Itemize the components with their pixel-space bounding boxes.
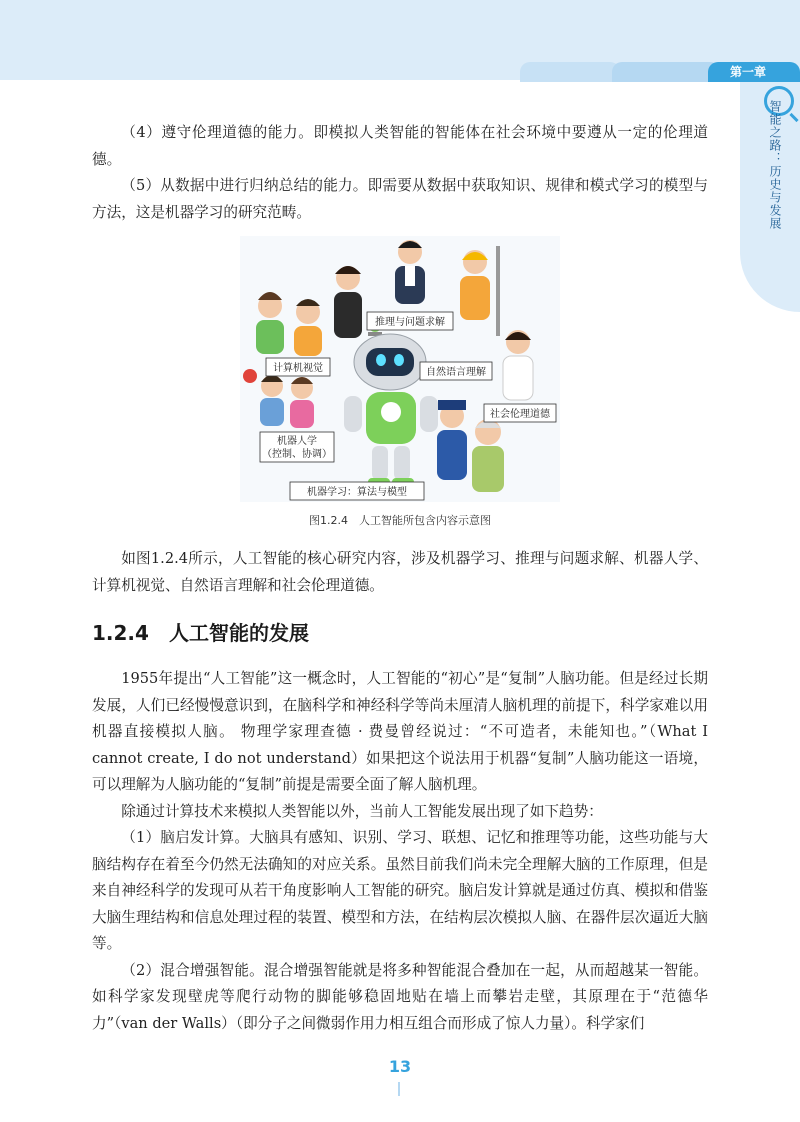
label-robotics-text: 机器人学 [277,436,317,447]
paragraph: （4）遵守伦理道德的能力。即模拟人类智能的智能体在社会环境中要遵从一定的伦理道德。 [92,124,708,168]
person-figure [503,330,533,400]
paragraph: （5）从数据中进行归纳总结的能力。即需要从数据中获取知识、规律和模式学习的模型与方法，这是机器学习的研究范畴。 [92,177,708,221]
header-tab-decor [612,62,720,82]
label-robotics [260,432,334,462]
person-figure [395,240,425,304]
page-number: 13 [388,1057,412,1076]
label-reasoning [367,312,453,330]
label-vision-text: 计算机视觉 [273,363,323,374]
chapter-label: 第一章 [729,65,766,79]
label-vision [266,358,330,376]
label-ethics [484,404,556,422]
label-nlp [420,362,492,380]
person-figure [472,419,504,492]
section-heading: 1.2.4 人工智能的发展 [92,621,309,645]
page-number-tick [398,1082,400,1096]
label-robotics-subtext: （控制、协调） [262,449,332,460]
paragraph: 除通过计算技术来模拟人类智能以外，当前人工智能发展出现了如下趋势： [121,802,603,820]
figure [92,236,708,528]
page-content [92,120,708,1037]
paragraph: （2）混合增强智能。混合增强智能就是将多种智能混合叠加在一起，从而超越某一智能。如科学家发现壁虎等爬行动物的脚能够稳固地贴在墙上而攀岩走壁，其原理在于“范德华力”（van der Walls）（即分子之间微弱作用力相互组合而形成了惊人力量）。科学家们 [92,961,708,1032]
person-figure [290,377,314,428]
person-figure [256,292,284,354]
person-figure [334,266,362,338]
label-ethics-text: 社会伦理道德 [490,409,550,420]
label-ml [290,482,424,500]
paragraph: （1）脑启发计算。大脑具有感知、识别、学习、联想、记忆和推理等功能，这些功能与大脑结构存在着至今仍然无法确知的对应关系。虽然目前我们尚未完全理解大脑的工作原理，但是来自神经科学的发现可从若干角度影响人工智能的研究。脑启发计算就是通过仿真、模拟和借鉴大脑生理结构和信息处理过程的装置、模型和方法，在结构层次模拟人脑、在器件层次逼近大脑等。 [92,829,708,952]
paragraph: 如图1.2.4所示，人工智能的核心研究内容，涉及机器学习、推理与问题求解、机器人学、计算机视觉、自然语言理解和社会伦理道德。 [92,550,708,594]
paragraph: 1955年提出“人工智能”这一概念时，人工智能的“初心”是“复制”人脑功能。但是经过长期发展，人们已经慢慢意识到，在脑科学和神经科学等尚未厘清人脑机理的前提下，科学家难以用机器直接模拟人脑。 物理学家理查德 · 费曼曾经说过：“不可造者，未能知也。”（What I cannot create, I do not understand）如果把这个说法用于机器“复制”人脑功能这一语境，可以理解为人脑功能的“复制”前提是需要全面了解人脑机理。 [92,670,708,793]
ai-content-illustration [240,236,560,502]
header-tab-decor [520,62,620,82]
person-figure [437,400,467,480]
label-reasoning-text: 推理与问题求解 [375,317,445,328]
side-title: 智能之路：历史与发展 [768,100,782,230]
label-ml-text: 机器学习：算法与模型 [307,487,407,498]
person-figure [294,299,322,356]
label-nlp-text: 自然语言理解 [426,367,486,378]
figure-caption: 图1.2.4 人工智能所包含内容示意图 [309,514,491,527]
